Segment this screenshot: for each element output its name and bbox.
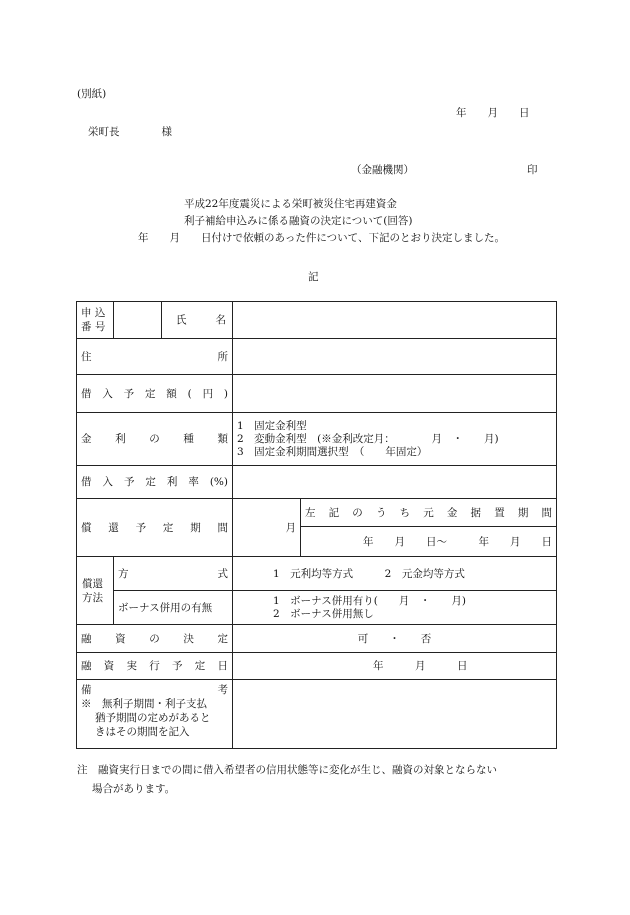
row-application: [77, 302, 557, 339]
bonus-options[interactable]: [233, 591, 557, 625]
loan-amount-label: 借入予定額(円): [77, 375, 233, 413]
row-remarks: [77, 680, 557, 749]
footnote-line1: 注 融資実行日までの間に借入希望者の信用状態等に変化が生じ、融資の対象とならない: [77, 764, 497, 776]
rate-label: 借入予定利率(%): [77, 466, 233, 499]
attachment-label: (別紙): [77, 88, 107, 100]
app-no-field[interactable]: [114, 302, 162, 339]
name-label: 氏 名: [162, 302, 233, 339]
method-options[interactable]: 1 元利均等方式 2 元金均等方式: [233, 557, 557, 591]
addressee: 栄町長 様: [88, 126, 172, 138]
row-decision: [77, 625, 557, 653]
document-title-line1: 平成22年度震災による栄町被災住宅再建資金: [184, 198, 397, 210]
row-address: [77, 339, 557, 375]
remarks-note-line3: きはその期間を記入: [95, 726, 190, 738]
reply-date: 年 月 日: [456, 107, 530, 119]
name-field[interactable]: [233, 302, 557, 339]
repay-method-label: 償還 方法: [77, 557, 114, 625]
row-repay-method: [77, 557, 557, 591]
rate-field[interactable]: [233, 466, 557, 499]
rate-type-options[interactable]: [233, 413, 557, 466]
institution-label: （金融機関）: [351, 164, 414, 176]
address-field[interactable]: [233, 339, 557, 375]
exec-date-label: 融資実行予定日: [77, 653, 233, 680]
address-label: 住所: [77, 339, 233, 375]
remarks-note-line2: 猶予期間の定めがあると: [95, 712, 211, 724]
bonus-label: ボーナス併用の有無: [114, 591, 233, 625]
document-title-line2: 利子補給申込みに係る融資の決定について(回答): [184, 215, 413, 227]
remarks-label: 備考 ※ 無利子期間・利子支払 猶予期間の定めがあると きはその期間を記入: [77, 680, 233, 749]
row-rate-type: [77, 413, 557, 466]
remarks-note-line1: ※ 無利子期間・利子支払: [81, 698, 207, 710]
row-exec-date: [77, 653, 557, 680]
rate-option-period-fixed: 3 固定金利期間選択型 （ 年固定）: [237, 445, 428, 458]
rate-option-fixed: 1 固定金利型: [237, 419, 307, 432]
exec-date-value[interactable]: 年 月 日: [233, 653, 557, 680]
period-label: 償還予定期間: [77, 499, 233, 557]
rate-type-label: 金利の種類: [77, 413, 233, 466]
row-bonus: [77, 591, 557, 625]
period-month[interactable]: 月: [233, 499, 301, 557]
row-period-top: [77, 499, 557, 527]
remarks-field[interactable]: [233, 680, 557, 749]
loan-decision-form: [76, 301, 557, 749]
method-label: 方式: [114, 557, 233, 591]
rate-option-variable: 2 変動金利型 (※金利改定月： 月 ・ 月): [237, 432, 499, 445]
decision-value[interactable]: 可 ・ 否: [233, 625, 557, 653]
deferral-label: 左記のうち元金据置期間: [301, 499, 557, 527]
footnote-line2: 場合があります。: [92, 783, 176, 795]
row-loan-amount: [77, 375, 557, 413]
seal-mark: 印: [527, 164, 538, 176]
ki-heading: 記: [308, 271, 319, 283]
body-text: 年 月 日付けで依頼のあった件について、下記のとおり決定しました。: [138, 232, 505, 244]
decision-label: 融資の決定: [77, 625, 233, 653]
loan-amount-field[interactable]: [233, 375, 557, 413]
row-rate: [77, 466, 557, 499]
bonus-option-no: 2 ボーナス併用無し: [273, 607, 374, 620]
deferral-dates[interactable]: 年 月 日～ 年 月 日: [301, 527, 557, 557]
bonus-option-yes: 1 ボーナス併用有り( 月 ・ 月): [273, 594, 466, 607]
app-no-label: 申 込 番 号: [77, 302, 114, 339]
